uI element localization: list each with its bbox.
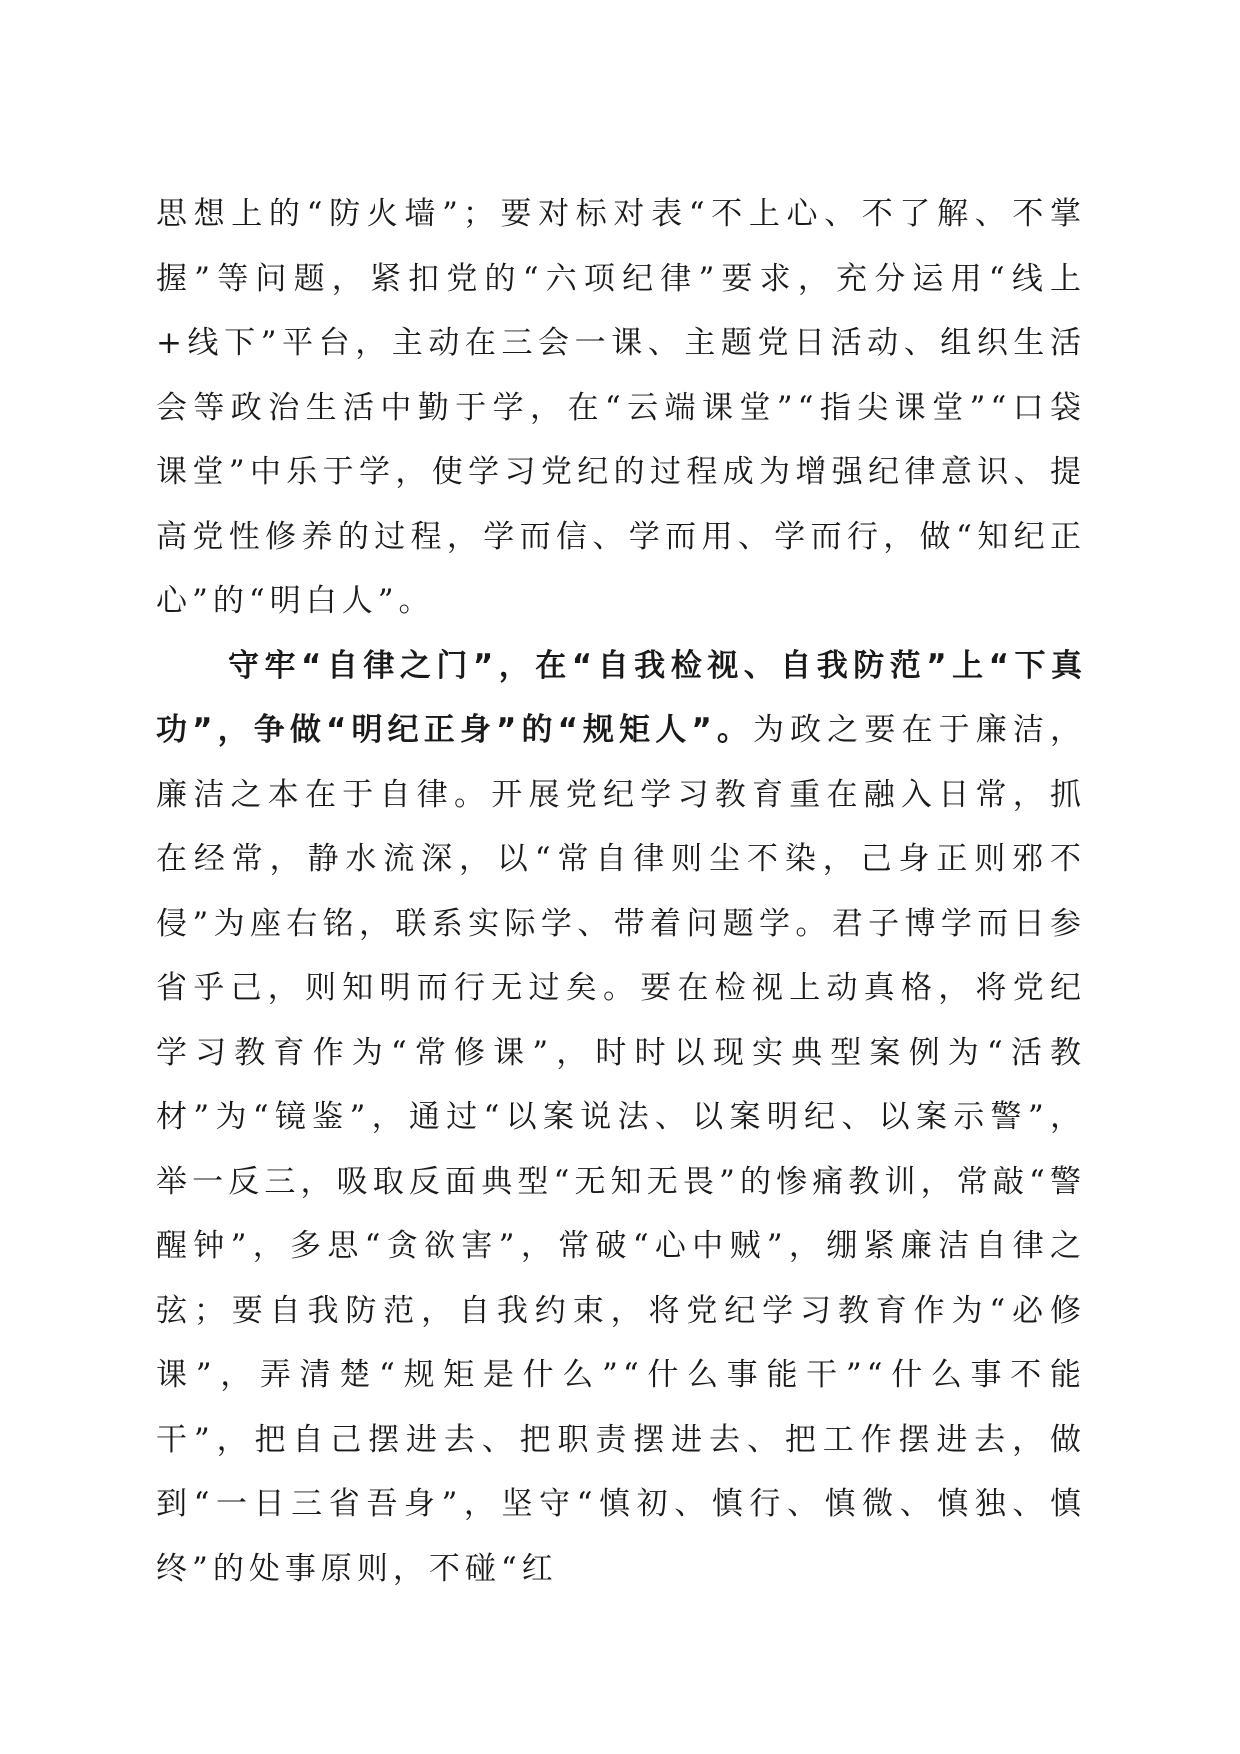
paragraph-text: 思想上的“防火墙”；要对标对表“不上心、不了解、不掌握”等问题，紧扣党的“六项纪律”要求，充分运用“线上+线下”平台，主动在三会一课、主题党日活动、组织生活会等政治生活中勤于学，在“云端课堂”“指尖课堂”“口袋课堂”中乐于学，使学习党纪的过程成为增强纪律意识、提高党性修养的过程，学而信、学而用、学而行，做“知纪正心”的“明白人”。 xyxy=(156,196,1086,619)
document-body xyxy=(156,182,1086,1601)
paragraph-continuation xyxy=(156,182,1086,634)
paragraph-self-discipline xyxy=(156,634,1086,1602)
paragraph-text: 为政之要在于廉洁，廉洁之本在于自律。开展党纪学习教育重在融入日常，抓在经常，静水流深，以“常自律则尘不染，己身正则邪不侵”为座右铭，联系实际学、带着问题学。君子博学而日参省乎己，则知明而行无过矣。要在检视上动真格，将党纪学习教育作为“常修课”，时时以现实典型案例为“活教材”为“镜鉴”，通过“以案说法、以案明纪、以案示警”，举一反三，吸取反面典型“无知无畏”的惨痛教训，常敲“警醒钟”，多思“贪欲害”，常破“心中贼”，绷紧廉洁自律之弦；要自我防范，自我约束，将党纪学习教育作为“必修课”，弄清楚“规矩是什么”“什么事能干”“什么事不能干”，把自己摆进去、把职责摆进去、把工作摆进去，做到“一日三省吾身”，坚守“慎初、慎行、慎微、慎独、慎终”的处事原则，不碰“红 xyxy=(156,712,1087,1587)
paragraph-heading: 守牢“自律之门”，在“自我检视、自我防范”上“下真功”，争做“明纪正身”的“规矩人”。 xyxy=(156,647,1086,748)
